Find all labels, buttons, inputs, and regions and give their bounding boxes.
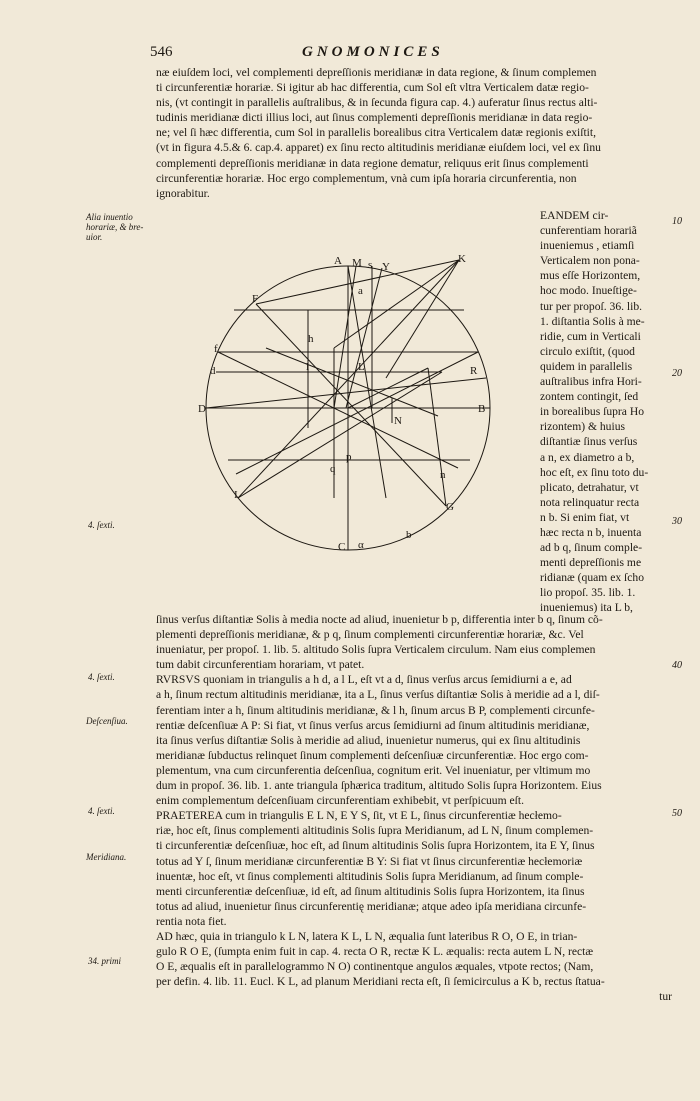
text-line: AD hæc, quia in triangulo k L N, latera K L, L N, æqualia ſunt lateribus R O, O E, in trian- bbox=[156, 929, 578, 943]
text-line: ignorabitur. bbox=[156, 186, 210, 200]
running-title: GNOMONICES bbox=[302, 44, 444, 60]
text-line: per defin. 4. lib. 11. Eucl. K L, ad planum Meridiani recta eſt, ſi ſemicirculus a K b, rectus ſtatua- bbox=[156, 975, 605, 989]
text-line: dum in propoſ. 36. lib. 1. ante triangula ſphærica traditum, altitudo Solis ſupra Horizontem. Eius bbox=[156, 779, 602, 793]
text-line: tum dabit circunferentiam horariam, vt patet. bbox=[156, 658, 365, 672]
text-line: RVRSVS quoniam in triangulis a h d, a l L, eſt vt a d, ſinus verſus arcus ſemidiurni a e, ad bbox=[156, 673, 572, 687]
text-line: menti circunferentiæ deſcenſiuæ, id eſt, ad ſinum altitudinis Solis ſupra Horizontem, ita ſinus bbox=[156, 884, 585, 898]
fig-label-I: I bbox=[234, 489, 238, 501]
text-line: ſinus verſus diſtantiæ Solis à media nocte ad aliud, inuenietur b p, differentia inter b q, ſinum cõ- bbox=[156, 613, 603, 626]
fig-label-f: f bbox=[214, 343, 218, 355]
text-line: in borealibus ſupra Ho bbox=[540, 405, 644, 419]
fig-label-F: F bbox=[252, 293, 259, 305]
text-line: diſtantiæ ſinus verſus bbox=[540, 435, 638, 449]
fig-label-A: A bbox=[334, 255, 342, 267]
fig-label-B: B bbox=[478, 403, 486, 415]
fig-label-l: l bbox=[306, 361, 310, 373]
text-line: mus eſſe Horizontem, bbox=[540, 269, 641, 283]
text-line: plementi depreſſionis meridianæ, & p q, ſinum complementi circunferentiæ horariæ, &c. Vel bbox=[156, 628, 584, 642]
fig-label-d: d bbox=[210, 365, 216, 377]
line-number: 50 bbox=[672, 808, 682, 819]
text-line: riæ, hoc eſt, ſinus complementi altitudinis Solis ſupra Meridianum, ad L N, ſinum complemen- bbox=[156, 824, 594, 838]
fig-label-K: K bbox=[458, 253, 466, 265]
text-line: plementum, vna cum circunferentia deſcenſiua, cognitum erit. Vel inueniatur, per vltimum mo bbox=[156, 763, 591, 777]
margin-note-sexti: 4. ſexti. bbox=[88, 520, 115, 530]
fig-label-Y: Y bbox=[382, 261, 390, 273]
text-line: circunferentiæ horariæ. Hoc ergo complementum, vnà cum ipſa horaria circunferentia, non bbox=[156, 171, 577, 185]
margin-note-sexti: 4. ſexti. bbox=[88, 672, 115, 682]
fig-label-a: a bbox=[358, 285, 363, 297]
text-line: tur bbox=[659, 990, 672, 1004]
fig-label-M: M bbox=[352, 257, 362, 269]
text-line: hæc recta n b, inuenta bbox=[540, 525, 642, 539]
text-line: rentiæ deſcenſiuæ A P: Si fiat, vt ſinus verſus arcus ſemidiurni ad ſinum altitudinis meridianæ, bbox=[156, 718, 590, 732]
margin-note-primi: 34. primi bbox=[88, 956, 122, 966]
text-line: cunferentiam horariã bbox=[540, 224, 637, 238]
text-line: hoc modo. Inueſtige- bbox=[540, 284, 637, 298]
fig-label-alpha: α bbox=[358, 539, 364, 551]
text-line: complementi depreſſionis meridianæ in data regione dematur, reliquus erit ſinus complementi bbox=[156, 156, 589, 170]
text-line: quidem in parallelis bbox=[540, 359, 633, 373]
fig-label-b: b bbox=[406, 529, 412, 541]
text-line: PRAETEREA cum in triangulis E L N, E Y S, ſit, vt E L, ſinus circunferentiæ hecłemo- bbox=[156, 809, 562, 823]
fig-label-s: s bbox=[368, 259, 373, 271]
text-line: zontem contingit, ſed bbox=[540, 390, 639, 404]
fig-label-n: n bbox=[440, 469, 446, 481]
text-line: ridie, cum in Verticali bbox=[540, 329, 641, 343]
text-line: rizontem) & huius bbox=[540, 420, 626, 434]
text-line: plicato, detrahatur, vt bbox=[540, 480, 639, 494]
text-block-top bbox=[156, 65, 666, 201]
text-line: a n, ex diametro a b, bbox=[540, 450, 635, 464]
text-line: Verticalem non pona- bbox=[540, 254, 640, 268]
text-line: ridianæ (quam ex ſcho bbox=[540, 571, 644, 585]
text-line: hoc eſt, ex ſinu toto du- bbox=[540, 465, 649, 479]
text-block-right bbox=[540, 208, 672, 616]
fig-label-R: R bbox=[470, 365, 478, 377]
text-line: tudinis meridianæ dicti illius loci, aut ſinus complementi depreſſionis meridianæ in data regio- bbox=[156, 111, 593, 125]
text-line: inuentæ, hoc eſt, vt ſinus complementi altitudinis Solis ſupra Meridianum, ad ſinum comple- bbox=[156, 869, 584, 883]
text-line: tur per propoſ. 36. lib. bbox=[540, 299, 643, 313]
text-line: (vt in figura 4.5.& 6. cap.4. apparet) ex ſinu recto altitudinis meridianæ eiuſdem loci, vel ex ſinu bbox=[156, 141, 601, 155]
page-number: 546 bbox=[150, 44, 173, 60]
text-line: ad b q, ſinum comple- bbox=[540, 541, 643, 555]
line-number: 20 bbox=[672, 368, 682, 379]
text-line: n b. Si enim fiat, vt bbox=[540, 510, 630, 524]
fig-label-D: D bbox=[198, 403, 206, 415]
margin-note-sexti: 4. ſexti. bbox=[88, 806, 115, 816]
text-line: totus ad Y ſ, ſinum meridianæ circunferentiæ B Y: Si fiat vt ſinus circunferentiæ hecłemoriæ bbox=[156, 854, 583, 868]
fig-label-q: q bbox=[330, 463, 336, 475]
fig-label-p: p bbox=[346, 451, 352, 463]
text-line: inueniemus) ita L b, bbox=[540, 601, 633, 615]
fig-label-G: G bbox=[446, 501, 454, 513]
text-line: nota relinquatur recta bbox=[540, 495, 640, 509]
line-number: 10 bbox=[672, 216, 682, 227]
text-line: enim complementum deſcenſiuam circunferentiam exhibebit, vt perſpicuum eſt. bbox=[156, 794, 524, 808]
margin-note-descensiua: Deſcenſiua. bbox=[86, 716, 128, 726]
text-line: næ eiuſdem loci, vel complementi depreſſionis meridianæ in data regione, & ſinum complemen bbox=[156, 66, 597, 79]
text-line: ne; vel ſi hæc differentia, cum Sol in parallelis borealibus citra Verticalem datæ regionis exiſtit, bbox=[156, 126, 597, 140]
margin-note-alia: Alia inuentio horariæ, & bre-uior. bbox=[86, 212, 144, 242]
text-line: gulo R O E, (ſumpta enim fuit in cap. 4. recta O R, rectæ K L. æqualis: recta autem L N, rectæ bbox=[156, 945, 594, 959]
text-line: ti circunferentiæ deſcenſiuæ, hoc eſt, ad ſinum altitudinis Solis ſupra Horizontem, ita E Y, ſinus bbox=[156, 839, 595, 853]
text-block-bottom bbox=[156, 612, 672, 1004]
fig-label-C: C bbox=[338, 541, 346, 553]
geometric-figure bbox=[196, 248, 536, 558]
text-line: a h, ſinum rectum altitudinis meridianæ, ita a L, ſinus verſus diſtantiæ Solis à meridie ad a l, diſ- bbox=[156, 688, 600, 702]
text-line: menti depreſſionis me bbox=[540, 556, 642, 570]
text-line: lio propoſ. 35. lib. 1. bbox=[540, 586, 636, 600]
text-line: rentia nota fiet. bbox=[156, 914, 227, 928]
text-line: EANDEM cir- bbox=[540, 209, 609, 222]
text-line: meridianæ ſubductus relinquet ſinum complementi deſcenſiuæ circunferentiæ. Hoc ergo com- bbox=[156, 748, 589, 762]
line-number: 40 bbox=[672, 660, 682, 671]
text-line: 1. diſtantia Solis à me- bbox=[540, 314, 645, 328]
text-line: ti circunferentiæ horariæ. Si igitur ab hac differentia, cum Sol eſt vltra Verticalem datæ regio- bbox=[156, 81, 589, 95]
text-line: inueniemus , etiamſi bbox=[540, 239, 635, 253]
line-number: 30 bbox=[672, 516, 682, 527]
margin-note-meridiana: Meridiana. bbox=[86, 852, 127, 862]
fig-label-N: N bbox=[394, 415, 402, 427]
text-line: inueniatur, per propoſ. 1. lib. 5. altitudo Solis ſupra Verticalem circulum. Nam eius complemen bbox=[156, 643, 596, 657]
fig-label-L: L bbox=[358, 361, 365, 373]
text-line: ferentiam inter a h, ſinum altitudinis meridianæ, & l h, ſinum arcus B P, complementi circunfe- bbox=[156, 703, 595, 717]
text-line: totus ad aliud, inuenietur ſinus circunferentię meridianæ; atque adeo ipſa meridiana circunfe- bbox=[156, 899, 587, 913]
text-line: nis, (vt contingit in parallelis auſtralibus, & in ſecunda figura cap. 4.) auferatur ſinus rectus alti- bbox=[156, 96, 598, 110]
text-line: auſtralibus infra Hori- bbox=[540, 375, 642, 389]
text-line: ita ſinus verſus diſtantiæ Solis à meridie ad aliud, inuenietur numerus, qui ex ſinu altitudinis bbox=[156, 733, 581, 747]
text-line: O E, æqualis eſt in parallelogrammo N O) continentque angulos æquales, vtpote rectos; (Nam, bbox=[156, 960, 594, 974]
fig-label-h: h bbox=[308, 333, 314, 345]
text-line: circulo exiſtit, (quod bbox=[540, 344, 635, 358]
